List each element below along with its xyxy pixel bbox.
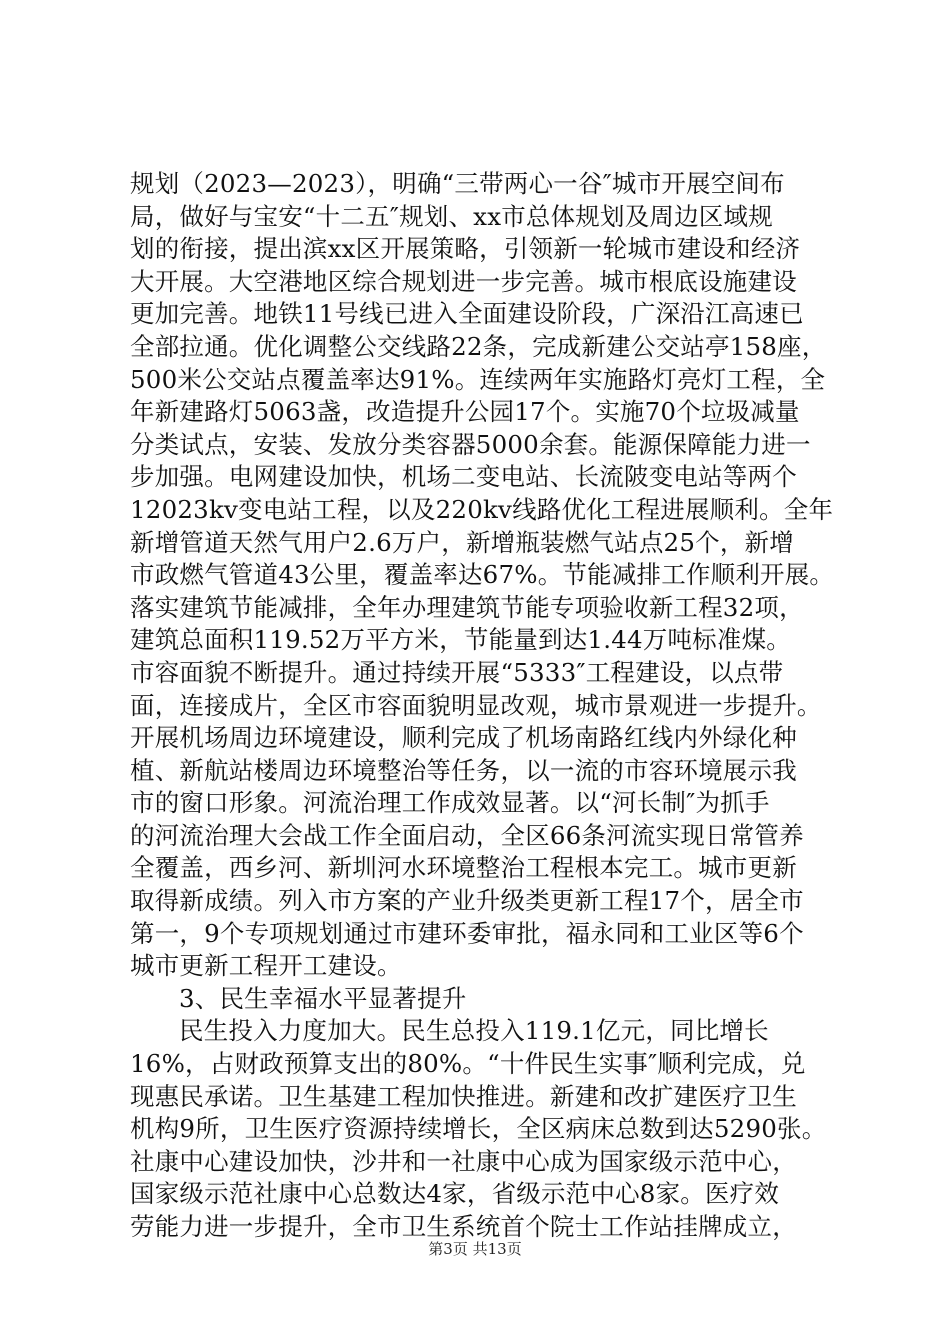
text-line-4: 大开展。大空港地区综合规划进一步完善。城市根底设施建设 xyxy=(130,266,797,296)
text-line-3: 划的衔接，提出滨xx区开展策略，引领新一轮城市建设和经济 xyxy=(130,234,801,264)
text-line-24: 第一，9个专项规划通过市建环委审批，福永同和工业区等6个 xyxy=(130,918,804,948)
text-line-22: 全覆盖，西乡河、新圳河水环境整治工程根本完工。城市更新 xyxy=(130,853,797,883)
text-line-16: 市容面貌不断提升。通过持续开展“5333″工程建设，以点带 xyxy=(130,657,784,687)
text-line-29: 现惠民承诺。卫生基建工程加快推进。新建和改扩建医疗卫生 xyxy=(130,1081,797,1111)
text-line-12: 新增管道天然气用户2.6万户，新增瓶装燃气站点25个，新增 xyxy=(130,527,794,557)
page-number-footer: 第3页 共13页 xyxy=(428,1240,522,1258)
text-line-20: 市的窗口形象。河流治理工作成效显著。以“河长制″为抓手 xyxy=(130,788,770,818)
text-line-8: 年新建路灯5063盏，改造提升公园17个。实施70个垃圾减量 xyxy=(130,397,800,427)
text-line-23: 取得新成绩。列入市方案的产业升级类更新工程17个，居全市 xyxy=(130,886,804,916)
text-line-1: 规划（2023—2023），明确“三带两心一谷″城市开展空间布 xyxy=(130,169,785,198)
text-line-25: 城市更新工程开工建设。 xyxy=(130,951,402,981)
text-line-33: 劳能力进一步提升，全市卫生系统首个院士工作站挂牌成立， xyxy=(130,1212,797,1241)
text-line-9: 分类试点，安装、发放分类容器5000余套。能源保障能力进一 xyxy=(130,429,811,459)
text-line-17: 面，连接成片，全区市容面貌明显改观，城市景观进一步提升。 xyxy=(130,690,822,720)
section-heading: 3、民生幸福水平显著提升 xyxy=(179,983,467,1013)
text-line-10: 步加强。电网建设加快，机场二变电站、长流陂变电站等两个 xyxy=(130,462,797,492)
text-line-6: 全部拉通。优化调整公交线路22条，完成新建公交站亭158座， xyxy=(130,331,827,361)
text-line-7: 500米公交站点覆盖率达91%。连续两年实施路灯亮灯工程，全 xyxy=(130,364,826,394)
text-line-14: 落实建筑节能减排，全年办理建筑节能专项验收新工程32项， xyxy=(130,592,804,622)
text-line-28: 16%，占财政预算支出的80%。“十件民生实事″顺利完成，兑 xyxy=(130,1049,806,1079)
text-line-15: 建筑总面积119.52万平方米，节能量到达1.44万吨标准煤。 xyxy=(130,625,791,655)
text-line-13: 市政燃气管道43公里，覆盖率达67%。节能减排工作顺利开展。 xyxy=(130,560,835,590)
text-line-31: 社康中心建设加快，沙井和一社康中心成为国家级示范中心， xyxy=(130,1146,797,1176)
text-line-32: 国家级示范社康中心总数达4家，省级示范中心8家。医疗效 xyxy=(130,1179,780,1209)
text-line-30: 机构9所，卫生医疗资源持续增长，全区病床总数到达5290张。 xyxy=(130,1114,827,1144)
text-line-2: 局，做好与宝安“十二五″规划、xx市总体规划及周边区域规 xyxy=(130,201,773,231)
text-line-19: 植、新航站楼周边环境整治等任务，以一流的市容环境展示我 xyxy=(130,755,797,785)
text-line-5: 更加完善。地铁11号线已进入全面建设阶段，广深沿江高速已 xyxy=(130,299,804,329)
body-text xyxy=(130,168,835,1244)
text-line-21: 的河流治理大会战工作全面启动，全区66条河流实现日常管养 xyxy=(130,820,804,850)
text-line-27: 民生投入力度加大。民生总投入119.1亿元，同比增长 xyxy=(179,1016,769,1046)
text-line-11: 12023kv变电站工程，以及220kv线路优化工程进展顺利。全年 xyxy=(130,494,834,524)
text-line-18: 开展机场周边环境建设，顺利完成了机场南路红线内外绿化种 xyxy=(130,723,797,753)
